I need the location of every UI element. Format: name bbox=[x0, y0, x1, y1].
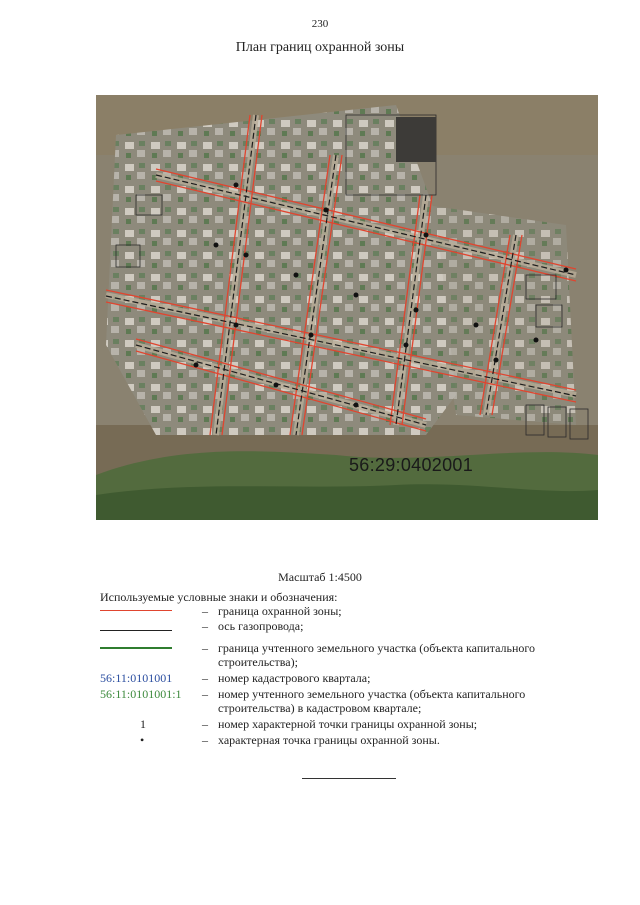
satellite-map bbox=[96, 95, 598, 520]
legend-item-land-plot-number bbox=[100, 687, 580, 717]
legend-item-characteristic-point bbox=[100, 733, 580, 749]
legend-dash: – bbox=[202, 717, 208, 731]
map-canvas bbox=[96, 95, 598, 520]
legend-description: граница охранной зоны; bbox=[218, 604, 342, 618]
legend-dash: – bbox=[202, 619, 208, 633]
plot-number-symbol: 56:11:0101001:1 bbox=[100, 687, 182, 701]
green-line-symbol bbox=[100, 647, 172, 649]
point-number-symbol: 1 bbox=[140, 717, 146, 731]
legend bbox=[100, 604, 580, 749]
legend-description: номер характерной точки границы охранной зоны; bbox=[218, 717, 478, 731]
legend-dash: – bbox=[202, 733, 208, 747]
legend-dash: – bbox=[202, 641, 208, 655]
black-line-symbol bbox=[100, 630, 172, 631]
legend-dash: – bbox=[202, 687, 208, 701]
legend-description: номер учтенного земельного участка (объекта капитального строительства) в кадастровом квартале; bbox=[218, 687, 526, 715]
legend-dash: – bbox=[202, 604, 208, 618]
red-line-symbol bbox=[100, 610, 172, 611]
cadastral-quarter-label: 56:29:0402001 bbox=[349, 455, 474, 475]
legend-description: характерная точка границы охранной зоны. bbox=[218, 733, 440, 747]
legend-item-land-plot-boundary bbox=[100, 641, 580, 671]
legend-item-protection-zone bbox=[100, 604, 580, 619]
legend-item-cadastral-quarter bbox=[100, 671, 580, 687]
legend-dash: – bbox=[202, 671, 208, 685]
legend-description: ось газопровода; bbox=[218, 619, 304, 633]
point-dot-icon: • bbox=[140, 733, 145, 747]
legend-description: номер кадастрового квартала; bbox=[218, 671, 371, 685]
quarter-number-symbol: 56:11:0101001 bbox=[100, 671, 173, 685]
footer-divider bbox=[302, 778, 396, 779]
legend-item-pipeline-axis bbox=[100, 619, 580, 641]
legend-description: граница учтенного земельного участка (объекта капитального строительства); bbox=[218, 641, 536, 669]
scale-label: Масштаб 1:4500 bbox=[278, 570, 362, 584]
page-title: План границ охранной зоны bbox=[235, 40, 405, 55]
page-number: 230 bbox=[311, 18, 329, 30]
legend-item-point-number bbox=[100, 717, 580, 733]
legend-heading: Используемые условные знаки и обозначения: bbox=[100, 590, 338, 604]
